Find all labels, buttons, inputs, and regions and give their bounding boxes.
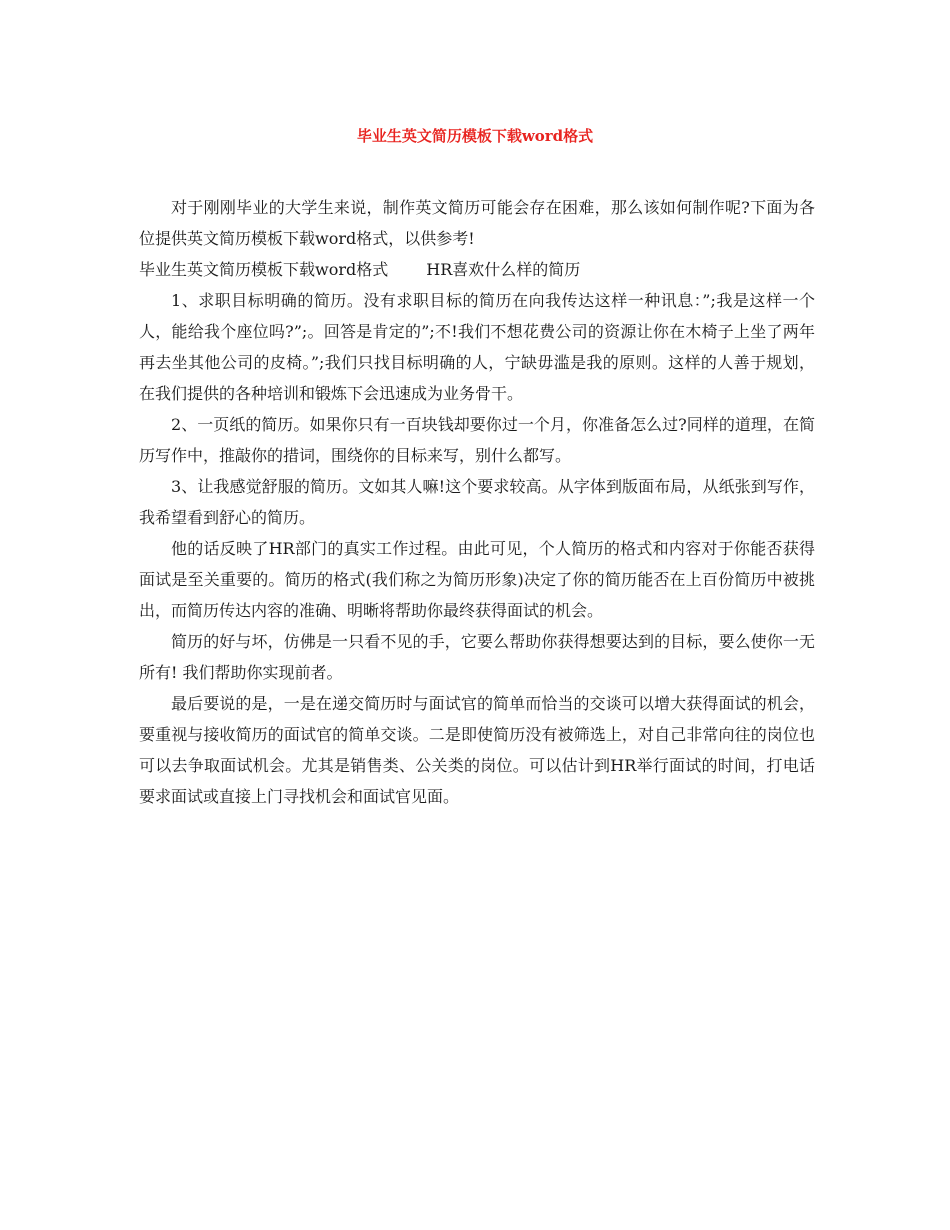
paragraph-5: 简历的好与坏，仿佛是一只看不见的手，它要么帮助你获得想要达到的目标，要么使你一无所有! 我们帮助你实现前者。 [139,632,815,682]
document-title: 毕业生英文简历模板下载word格式 [356,127,594,145]
paragraph-2: 2、一页纸的简历。如果你只有一百块钱却要你过一个月，你准备怎么过?同样的道理，在简历写作中，推敲你的措词，围绕你的目标来写，别什么都写。 [139,415,815,465]
document-body [139,192,815,812]
intro-paragraph: 对于刚刚毕业的大学生来说，制作英文简历可能会存在困难，那么该如何制作呢?下面为各位提供英文简历模板下载word格式，以供参考! [139,198,815,248]
paragraph-6: 最后要说的是，一是在递交简历时与面试官的简单而恰当的交谈可以增大获得面试的机会，要重视与接收简历的面试官的简单交谈。二是即使简历没有被筛选上，对自己非常向往的岗位也可以去争取面试机会。尤其是销售类、公关类的岗位。可以估计到HR举行面试的时间，打电话要求面试或直接上门寻找机会和面试官见面。 [139,694,815,806]
paragraph-4: 他的话反映了HR部门的真实工作过程。由此可见，个人简历的格式和内容对于你能否获得面试是至关重要的。简历的格式(我们称之为简历形象)决定了你的简历能否在上百份简历中被挑出，而简历传达内容的准确、明晰将帮助你最终获得面试的机会。 [139,539,815,620]
subheading-right: HR喜欢什么样的简历 [426,260,581,279]
subheading-line [139,254,815,285]
subheading-left: 毕业生英文简历模板下载word格式 [139,260,389,279]
paragraph-1: 1、求职目标明确的简历。没有求职目标的简历在向我传达这样一种讯息：”;我是这样一个人，能给我个座位吗?”;。回答是肯定的”;不!我们不想花费公司的资源让你在木椅子上坐了两年再去坐其他公司的皮椅。”;我们只找目标明确的人，宁缺毋滥是我的原则。这样的人善于规划，在我们提供的各种培训和锻炼下会迅速成为业务骨干。 [139,291,815,403]
paragraph-3: 3、让我感觉舒服的简历。文如其人嘛!这个要求较高。从字体到版面布局，从纸张到写作，我希望看到舒心的简历。 [139,477,815,527]
